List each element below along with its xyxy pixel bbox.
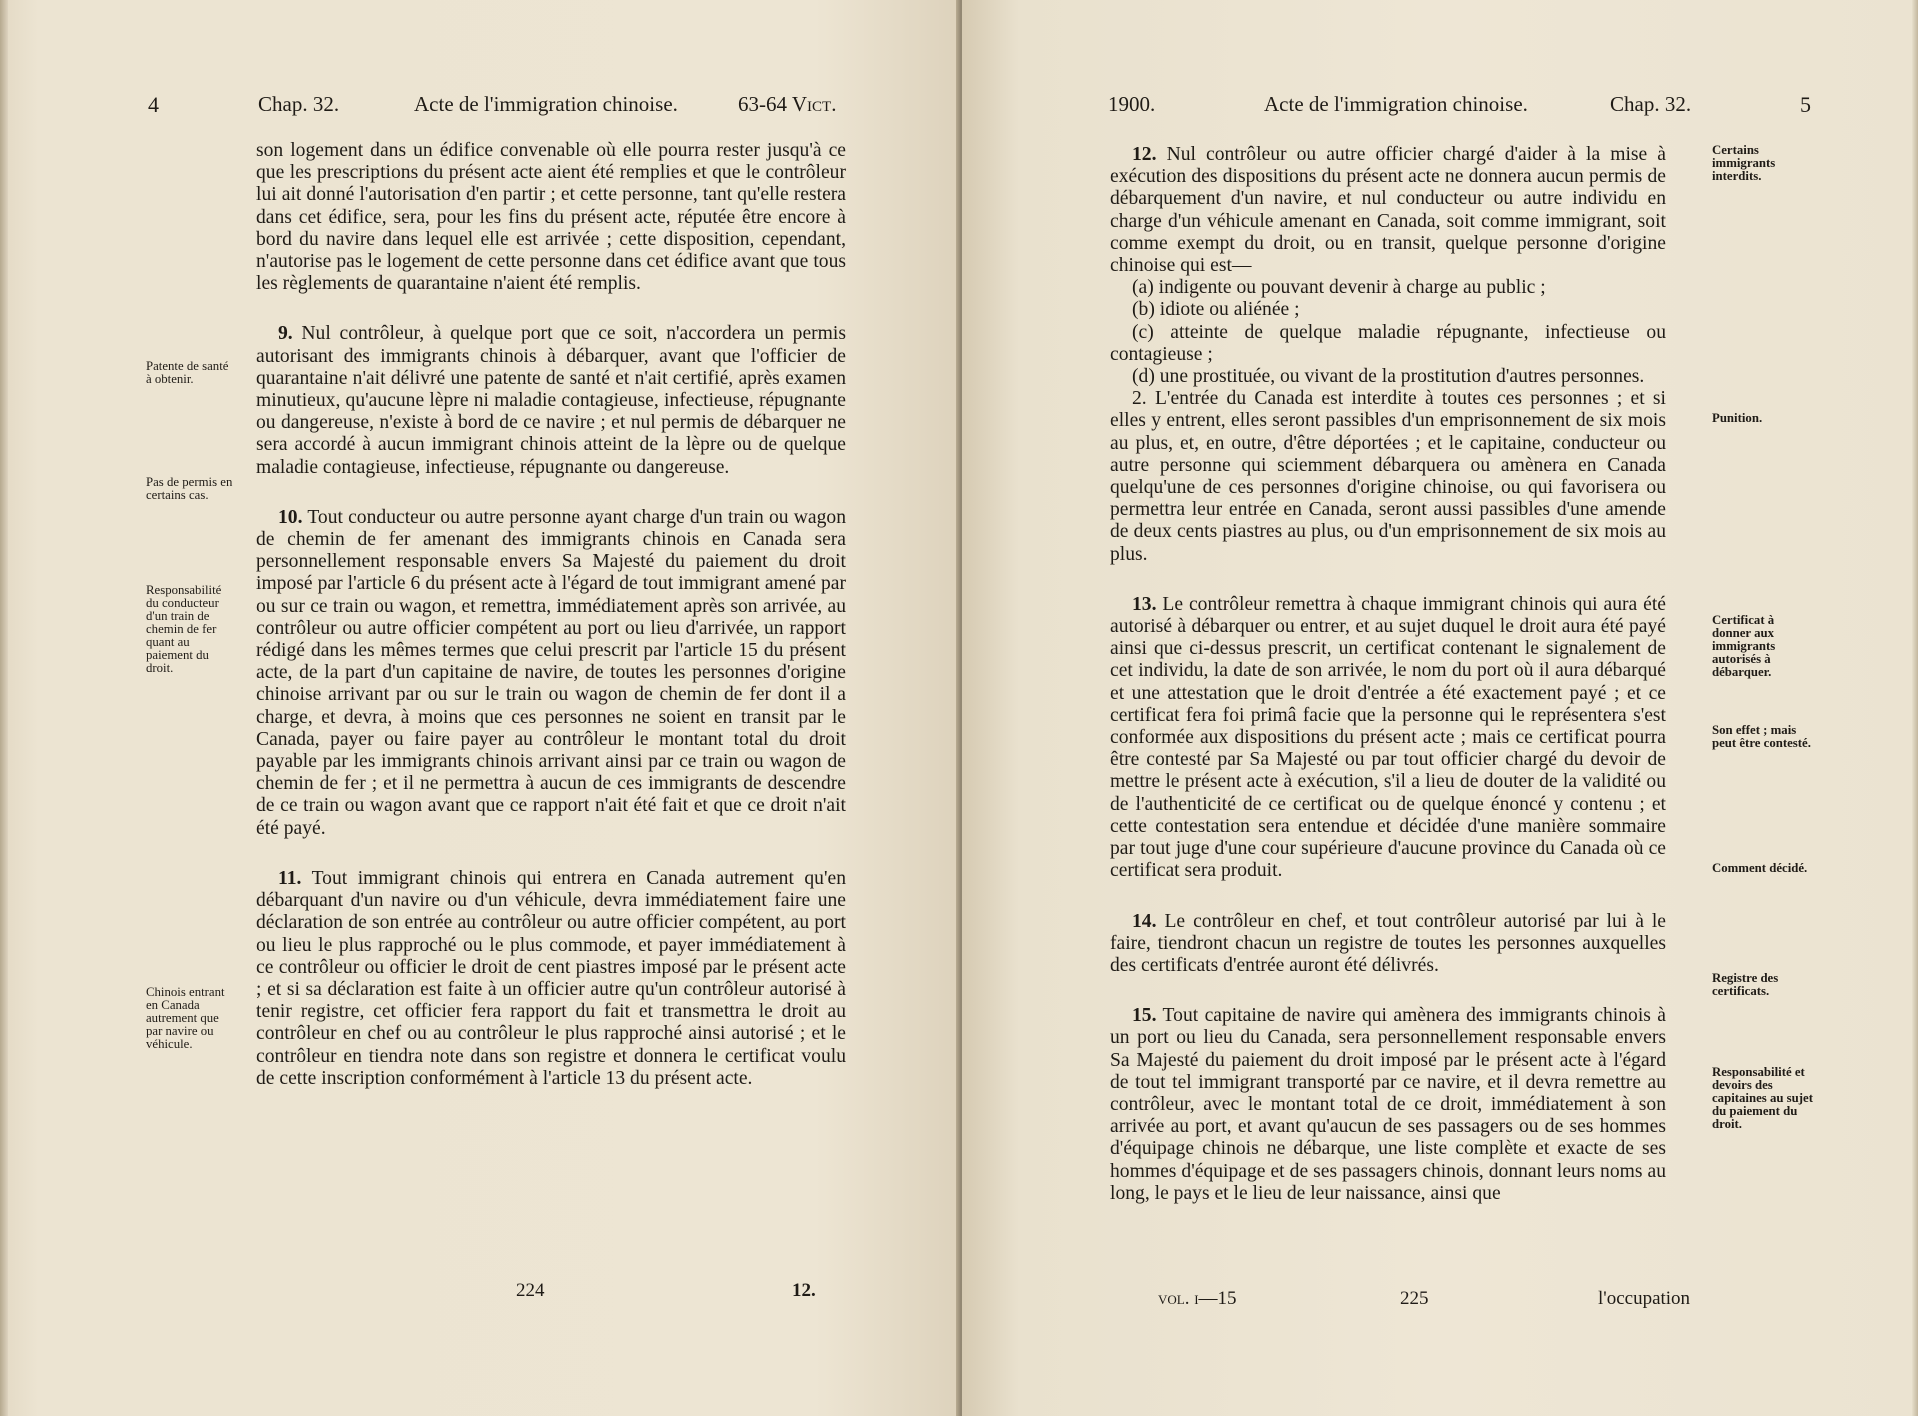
margin-note-punition: Punition. (1712, 411, 1763, 425)
section-14 (1110, 911, 1666, 978)
section-15-text: Tout capitaine de navire qui amènera des immigrants chinois à un port ou lieu du Canada, sera personnellement responsable envers Sa Majesté du paiement du droit imposé par le présent acte à l'égard de tout tel immigrant transporté par ce navire, et il devra remettre au contrôleur, avec le montant total de ce droit, immédiatement à son arrivée au port, et avant qu'aucun de ses passagers ou de ses hommes d'équipage chinois ne débarque, une liste complète et exacte de ses hommes d'équipage et de ses passagers chinois, donnant leurs noms au long, le pays et le lieu de leur naissance, ainsi que (1110, 1005, 1666, 1204)
page-edge-right (1912, 0, 1918, 1416)
section-15 (1110, 1005, 1666, 1205)
section-11-text: Tout immigrant chinois qui entrera en Canada autrement qu'en débarquant d'un navire ou d'un véhicule, devra immédiatement faire une déclaration de son entrée au contrôleur ou autre officier compétent, au port ou lieu le plus rapproché ou le plus commode, et payer immédiatement à ce contrôleur ou officier le droit de cent piastres imposé par le présent acte ; et si sa déclaration est faite à un officier autre qu'un contrôleur autorisé à tenir registre, cet officier fera rapport du fait et transmettra le droit au contrôleur en chef ou au contrôleur le plus rapproché ainsi autorisé ; et le contrôleur en tiendra note dans son registre et donnera le certificat voulu de cette inscription conformément à l'article 13 du présent acte. (256, 867, 846, 1089)
section-9-text: Nul contrôleur, à quelque port que ce soit, n'accordera un permis autorisant des immigrants chinois à débarquer, avant que l'officier de quarantaine n'ait délivré une patente de santé et n'ait certifié, après examen minutieux, qu'aucune lèpre ni maladie contagieuse, infectieuse, répugnante ou dangereuse, n'existe à bord de ce navire ; et nul permis de débarquer ne sera accordé à aucun immigrant chinois atteint de la lèpre ou de quelque maladie contagieuse, infectieuse, répugnante ou dangereuse. (256, 323, 846, 478)
margin-note-conducteur: Responsabilité du conducteur d'un train de chemin de fer quant au paiement du droit. (146, 583, 222, 675)
section-12-subsection-2: 2. L'entrée du Canada est interdite à toutes ces personnes ; et si elles y entrent, elles seront passibles d'un emprisonnement de six mois au plus, et, en outre, d'être déportées ; et le capitaine, conducteur ou autre personne qui sciemment débarquera ou amènera en Canada quelqu'une de ces personnes d'origine chinoise, ou qui favorisera ou permettra leur entrée en Canada, seront aussi passibles d'une amende de deux cents piastres au plus, ou d'un emprisonnement de six mois au plus. (1110, 388, 1666, 565)
margin-note-pas-de-permis: Pas de permis en certains cas. (146, 475, 233, 502)
section-10-number: 10. (278, 506, 303, 528)
section-9 (256, 323, 846, 478)
left-header-title: Acte de l'immigration chinoise. (414, 92, 678, 116)
section-12-text: Nul contrôleur ou autre officier chargé d'aider à la mise à exécution des dispositions du présent acte ne donnera aucun permis de débarquement d'un navire, et nul conducteur ou autre individu en charge d'un véhicule amenant en Canada, soit comme immigrant, soit comme exempt du droit, ou en transit, quelque personne d'origine chinoise qui est— (1110, 144, 1666, 277)
section-12 (1110, 144, 1666, 277)
section-12-d: (d) une prostituée, ou vivant de la prostitution d'autres personnes. (1132, 366, 1645, 388)
section-12-c: (c) atteinte de quelque maladie répugnante, infectieuse ou contagieuse ; (1110, 321, 1666, 365)
section-12-number: 12. (1132, 144, 1157, 165)
section-14-text: Le contrôleur en chef, et tout contrôleur autorisé par lui à le faire, tiendront chacun un registre de toutes les personnes auxquelles des certificats d'entrée auront été délivrés. (1110, 910, 1666, 976)
margin-note-responsabilite-capitaines: Responsabilité et devoirs des capitaines au sujet du paiement du droit. (1712, 1065, 1813, 1131)
left-footer-page-number: 224 (516, 1280, 545, 1301)
margin-note-interdits: Certains immigrants interdits. (1712, 143, 1776, 183)
section-13 (1110, 594, 1666, 883)
margin-note-son-effet: Son effet ; mais peut être contesté. (1712, 723, 1811, 750)
section-12-a: (a) indigente ou pouvant devenir à charge au public ; (1132, 277, 1546, 299)
right-footer-catchword: l'occupation (1598, 1288, 1691, 1309)
section-11 (256, 868, 846, 1090)
section-10 (256, 507, 846, 840)
section-13-number: 13. (1132, 593, 1157, 615)
right-text-column (1110, 144, 1666, 1205)
margin-note-comment-decide: Comment décidé. (1712, 861, 1808, 875)
right-page-number: 5 (1800, 92, 1811, 117)
margin-note-patente: Patente de santé à obtenir. (146, 359, 229, 386)
left-footer-catchword: 12. (792, 1280, 816, 1301)
page-edge (0, 0, 8, 1416)
left-page-number: 4 (148, 92, 159, 117)
section-9-number: 9. (278, 323, 293, 345)
right-page (962, 0, 1918, 1416)
section-12-b: (b) idiote ou aliénée ; (1132, 299, 1300, 321)
margin-note-certificat: Certificat à donner aux immigrants autorisés à débarquer. (1712, 613, 1776, 679)
right-header-chapter: Chap. 32. (1610, 92, 1692, 116)
margin-note-registre: Registre des certificats. (1712, 971, 1779, 998)
right-footer-volume: vol. i—15 (1158, 1288, 1237, 1309)
section-10-text: Tout conducteur ou autre personne ayant charge d'un train ou wagon de chemin de fer amenant des immigrants chinois en Canada sera personnellement responsable envers Sa Majesté du paiement du droit imposé par l'article 6 du présent acte à l'égard de tout immigrant amené par ou sur ce train ou wagon, et remettra, immédiatement après son arrivée, au contrôleur ou autre officier compétent au port ou lieu d'arrivée, un rapport rédigé dans les mêmes termes que celui prescrit par l'article 15 du présent acte, de la part d'un capitaine de navire, de toutes les personnes d'origine chinoise arrivant par ou sur le train ou wagon de chemin de fer dont il a charge, et devra, à moins que ces personnes ne soient en transit par le Canada, payer ou faire payer au contrôleur le montant total du droit payable par les immigrants chinois arrivant ainsi par ce train ou wagon de chemin de fer ; et il ne permettra à aucun de ces immigrants de descendre de ce train ou wagon avant que ce rapport n'ait été fait et que ce droit n'ait été payé. (256, 506, 847, 839)
right-header-year: 1900. (1108, 92, 1156, 116)
left-text-column (256, 140, 846, 1090)
continued-paragraph: son logement dans un édifice convenable où elle pourra rester jusqu'à ce que les prescriptions du présent acte aient été remplies et que le contrôleur lui ait donné l'autorisation d'en partir ; et cette personne, tant qu'elle restera dans cet édifice, sera, pour les fins du présent acte, réputée être encore à bord du navire dans lequel elle est arrivée ; cette disposition, cependant, n'autorise pas le logement de cette personne dans cet édifice avant que tous les règlements de quarantaine n'aient été remplis. (256, 140, 846, 295)
section-13-text: Le contrôleur remettra à chaque immigrant chinois qui aura été autorisé à débarquer ou entrer, et au sujet duquel le droit aura été payé ainsi que ci-dessus prescrit, un certificat contenant le signalement de cet individu, la date de son arrivée, le nom du port où il aura débarqué et une attestation que le droit d'entrée a été exactement payé ; et ce certificat fera foi primâ facie que la personne qui le représentera s'est conformée aux dispositions du présent acte ; mais ce certificat pourra être contesté par Sa Majesté ou par tout officier chargé du devoir de mettre le présent acte à exécution, s'il a lieu de douter de la validité ou de l'authenticité de ce certificat ou de quelque énoncé y contenu ; et cette contestation sera entendue et décidée d'une manière sommaire par tout juge d'une cour supérieure d'aucune province du Canada où ce certificat sera produit. (1110, 593, 1666, 882)
section-15-number: 15. (1132, 1005, 1157, 1027)
section-11-number: 11. (278, 867, 302, 889)
margin-note-chinois-entrant: Chinois entrant en Canada autrement que par navire ou véhicule. (146, 985, 225, 1051)
left-header-chapter: Chap. 32. (258, 92, 340, 116)
right-header-title: Acte de l'immigration chinoise. (1264, 92, 1528, 116)
left-header-vict: 63-64 Vict. (738, 92, 837, 116)
right-footer-page-number: 225 (1400, 1288, 1429, 1309)
section-14-number: 14. (1132, 910, 1157, 932)
